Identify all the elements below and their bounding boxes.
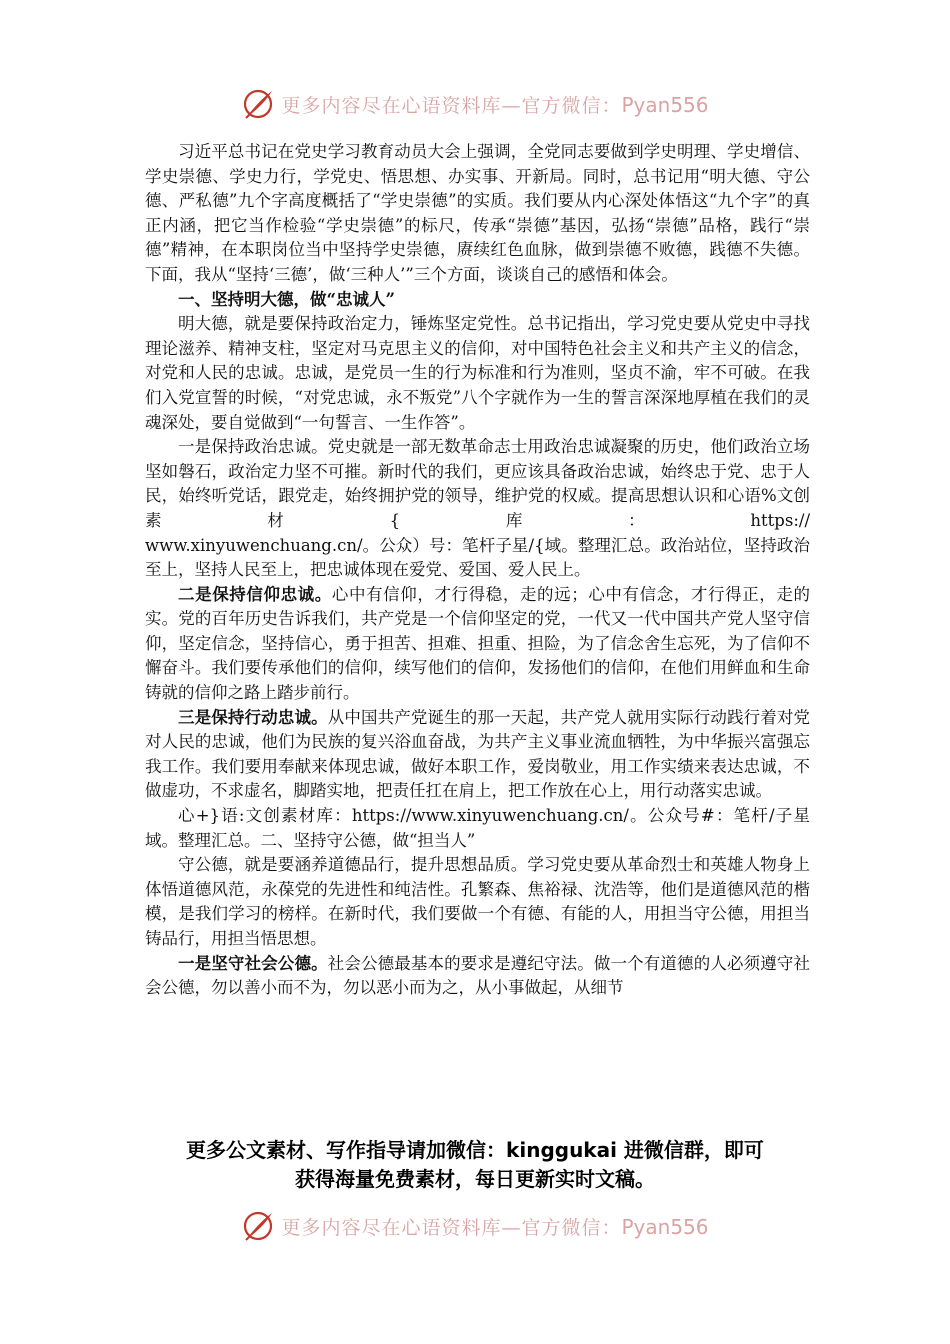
banner-wechat-id: Pyan556 [621,1214,709,1239]
paragraph-intro: 习近平总书记在党史学习教育动员大会上强调，全党同志要做到学史明理、学史增信、学史崇德、学史力行，学党史、悟思想、办实事、开新局。同时，总书记用“明大德、守公德、严私德”九个字高度概括了“学史崇德”的实质。我们要从内心深处体悟这“九个字”的真正内涵，把它当作检验“学史崇德”的标尺，传承“崇德”基因，弘扬“崇德”品格，践行“崇德”精神，在本职岗位当中坚持学史崇德，赓续红色血脉，做到崇德不败德，践德不失德。下面，我从“坚持‘三德’，做‘三种人’”三个方面，谈谈自己的感悟和体会。 [145,142,810,284]
paragraph-political-loyalty: 一是保持政治忠诚。党史就是一部无数革命志士用政治忠诚凝聚的历史，他们政治立场坚如磐石，政治定力坚不可摧。新时代的我们，更应该具备政治忠诚，始终忠于党、忠于人民，始终听党话，跟党走，始终拥护党的领导，维护党的权威。提高思想认识和心语%文创素材{库：https:// [145,437,810,530]
paragraph-social-morality [145,952,810,1001]
paragraph-action-loyalty [145,706,810,804]
banner-label: 更多内容尽在心语资料库—官方微信： [281,94,622,117]
paragraph-text: 社会公德最基本的要求是遵纪守法。做一个有道德的人必须遵守社会公德，勿以善小而不为，勿以恶小而为之，从小事做起，从细节 [145,953,811,998]
footer-watermark-banner [0,1206,950,1246]
paragraph-source-note-heading-2: 心+}语:文创素材库：https://www.xinyuwenchuang.cn/。公众号#：笔杆/子星域。整理汇总。二、坚持守公德，做“担当人” [145,806,810,850]
section-heading-1: 一、坚持明大德，做“忠诚人” [178,289,395,309]
banner-text [281,1213,708,1240]
header-watermark-banner [0,84,950,124]
paragraph-faith-loyalty [145,583,810,706]
banner-text [281,91,708,118]
paragraph-lead: 二是保持信仰忠诚。 [178,584,332,604]
banner-label: 更多内容尽在心语资料库—官方微信： [281,1216,622,1239]
paragraph-text: www.xinyuwenchuang.cn/。公众）号：笔杆子星/{域。整理汇总。政治站位，坚持政治至上，坚持人民至上，把忠诚体现在爱党、爱国、爱人民上。 [145,535,810,580]
paragraph-text: 心中有信仰，才行得稳，走的远；心中有信念，才行得正，走的实。党的百年历史告诉我们，共产党是一个信仰坚定的党，一代又一代中国共产党人坚守信仰，坚定信念，坚持信心，勇于担苦、担难、担重、担险，为了信念舍生忘死，为了信仰不懈奋斗。我们要传承他们的信仰，续写他们的信仰，发扬他们的信仰，在他们用鲜血和生命铸就的信仰之路上踏步前行。 [145,584,811,703]
paragraph-lead: 一是坚守社会公德。 [178,953,328,973]
quill-logo-icon [241,1209,275,1243]
promo-note-line-2: 获得海量免费素材，每日更新实时文稿。 [295,1167,655,1191]
paragraph-lead: 三是保持行动忠诚。 [178,707,328,727]
paragraph-political-loyalty-cont [145,534,810,583]
banner-wechat-id: Pyan556 [621,92,709,117]
quill-logo-icon [241,87,275,121]
paragraph-mingdade: 明大德，就是要保持政治定力，锤炼坚定党性。总书记指出，学习党史要从党史中寻找理论滋养、精神支柱，坚定对马克思主义的信仰，对中国特色社会主义和共产主义的信念，对党和人民的忠诚。忠诚，是党员一生的行为标准和行为准则，坚贞不渝，牢不可破。在我们入党宣誓的时候，“对党忠诚，永不叛党”八个字就作为一生的誓言深深地厚植在我们的灵魂深处，要自觉做到“一句誓言、一生作答”。 [145,314,810,432]
promo-note-line-1: 更多公文素材、写作指导请加微信：kinggukai 进微信群，即可 [186,1138,764,1162]
paragraph-shougongde: 守公德，就是要涵养道德品行，提升思想品质。学习党史要从革命烈士和英雄人物身上体悟道德风范，永葆党的先进性和纯洁性。孔繁森、焦裕禄、沈浩等，他们是道德风范的楷模，是我们学习的榜样。在新时代，我们要做一个有德、有能的人，用担当守公德，用担当铸品行，用担当悟思想。 [145,855,810,948]
paragraph-text: 从中国共产党诞生的那一天起，共产党人就用实际行动践行着对党对人民的忠诚，他们为民族的复兴浴血奋战，为共产主义事业流血牺牲，为中华振兴富强忘我工作。我们要用奉献来体现忠诚，做好本职工作，爱岗敬业，用工作实绩来表达忠诚，不做虚功，不求虚名，脚踏实地，把责任扛在肩上，把工作放在心上，用行动落实忠诚。 [145,707,811,801]
promo-note [120,1136,830,1194]
document-body [145,140,810,1001]
